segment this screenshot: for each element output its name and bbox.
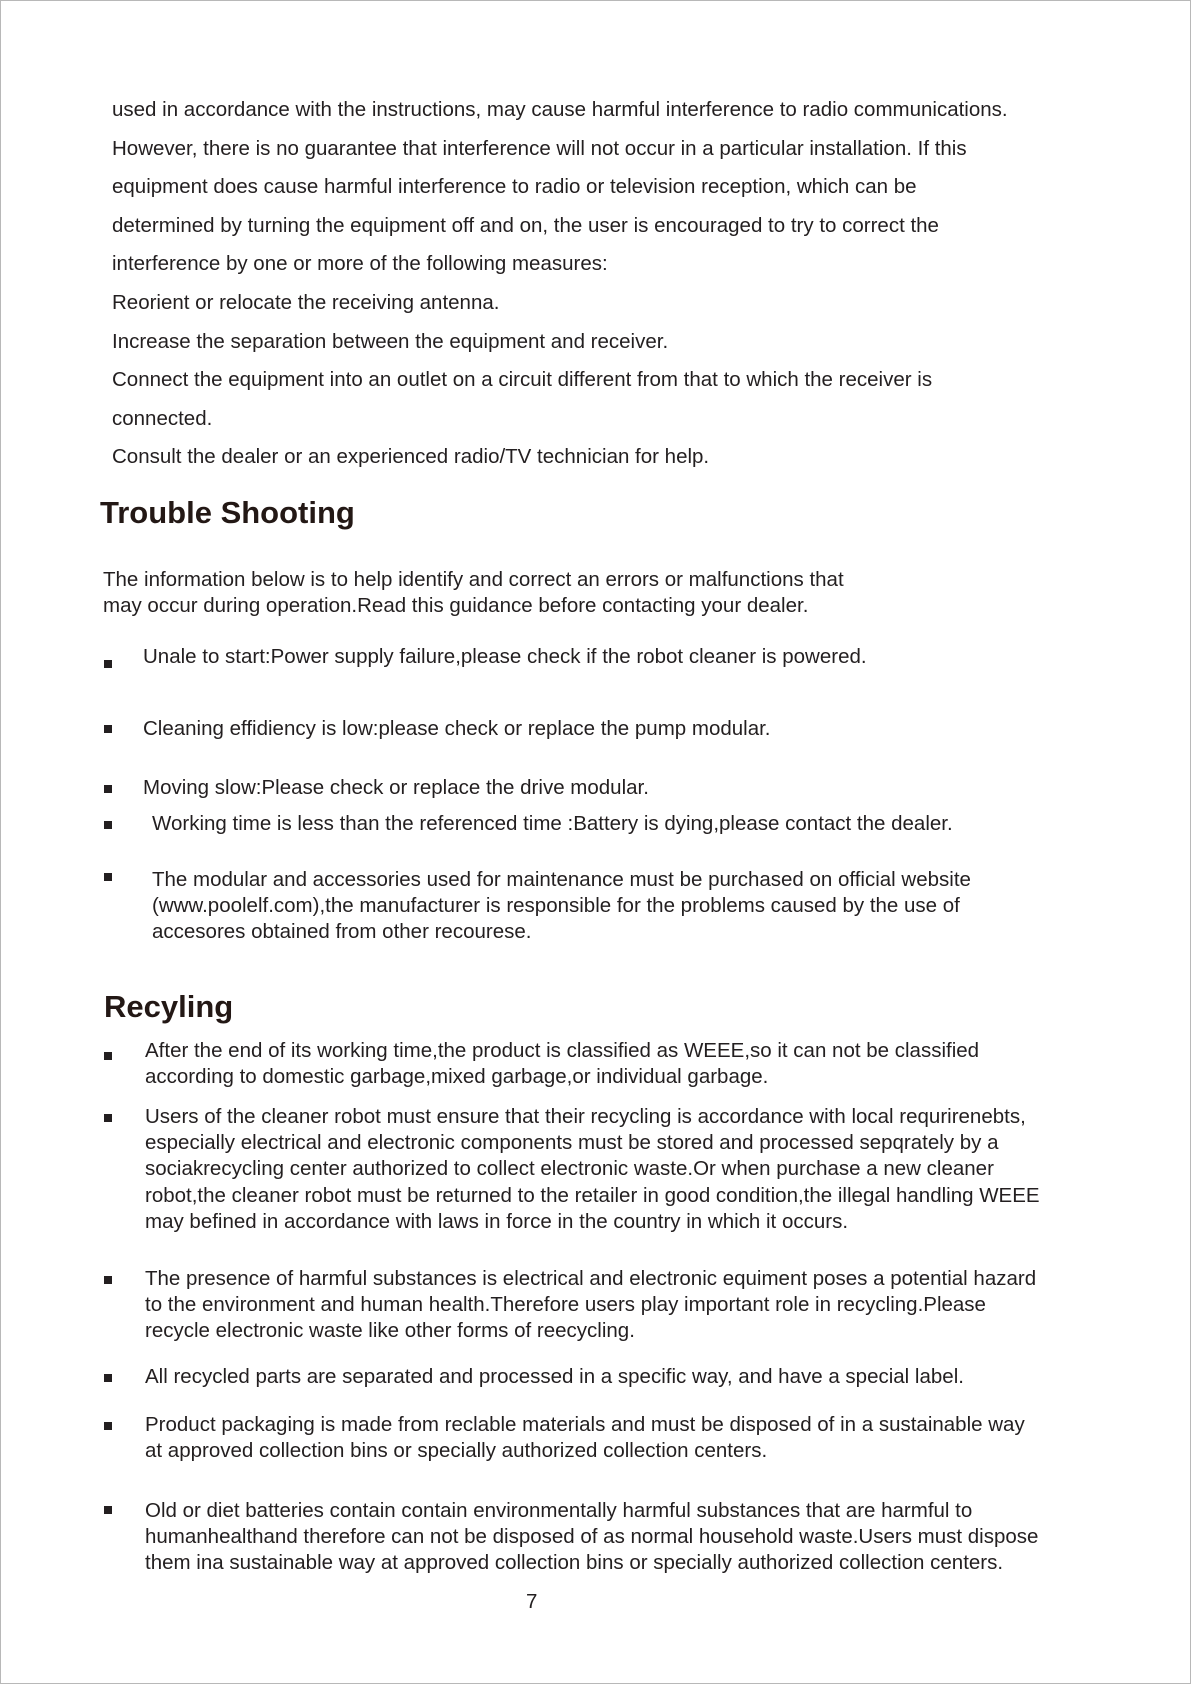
trouble-shooting-intro bbox=[103, 567, 844, 619]
list-item-line: sociakrecycling center authorized to collect electronic waste.Or when purchase a new cleaner bbox=[145, 1157, 994, 1181]
list-item-line: Old or diet batteries contain contain environmentally harmful substances that are harmful to bbox=[145, 1499, 973, 1522]
intro-line: equipment does cause harmful interference to radio or television reception, which can be bbox=[112, 175, 917, 198]
list-item bbox=[152, 811, 953, 837]
intro-line: Connect the equipment into an outlet on a circuit different from that to which the receiver is bbox=[112, 368, 933, 391]
recycling-heading: Recyling bbox=[104, 989, 234, 1024]
list-item-line: at approved collection bins or specially authorized collection centers. bbox=[145, 1439, 768, 1463]
list-item-line: may befined in accordance with laws in force in the country in which it occurs. bbox=[145, 1209, 849, 1233]
list-item bbox=[145, 1104, 1040, 1235]
list-item-line: robot,the cleaner robot must be returned to the retailer in good condition,the illegal handling WEEE bbox=[145, 1183, 1040, 1207]
page-number: 7 bbox=[526, 1590, 538, 1613]
list-item bbox=[143, 644, 867, 670]
list-item-line: Cleaning effidiency is low:please check or replace the pump modular. bbox=[143, 717, 771, 740]
list-item-line: accesores obtained from other recourese. bbox=[152, 920, 532, 944]
bullet-icon bbox=[104, 1422, 112, 1430]
list-item bbox=[143, 775, 649, 801]
trouble-shooting-intro-line: The information below is to help identify and correct an errors or malfunctions that bbox=[103, 568, 844, 591]
list-item-line: (www.poolelf.com),the manufacturer is responsible for the problems caused by the use of bbox=[152, 894, 960, 918]
list-item bbox=[145, 1498, 1038, 1577]
list-item-line: The modular and accessories used for maintenance must be purchased on official website bbox=[152, 868, 971, 891]
list-item-line: Unale to start:Power supply failure,please check if the robot cleaner is powered. bbox=[143, 645, 867, 668]
list-item bbox=[145, 1364, 964, 1390]
list-item-line: recycle electronic waste like other forms of reecycling. bbox=[145, 1319, 635, 1343]
bullet-icon bbox=[104, 1276, 112, 1284]
bullet-icon bbox=[104, 1374, 112, 1382]
intro-line: Reorient or relocate the receiving antenna. bbox=[112, 291, 500, 314]
list-item-line: humanhealthand therefore can not be disposed of as normal household waste.Users must dispose bbox=[145, 1525, 1039, 1549]
intro-line: interference by one or more of the following measures: bbox=[112, 252, 608, 275]
bullet-icon bbox=[104, 821, 112, 829]
bullet-icon bbox=[104, 873, 112, 881]
list-item-line: Working time is less than the referenced time :Battery is dying,please contact the dealer. bbox=[152, 812, 953, 835]
list-item bbox=[152, 867, 971, 946]
list-item bbox=[145, 1266, 1036, 1345]
intro-line: used in accordance with the instructions, may cause harmful interference to radio communications. bbox=[112, 98, 1008, 121]
intro-line: Consult the dealer or an experienced radio/TV technician for help. bbox=[112, 445, 710, 468]
intro-line: However, there is no guarantee that interference will not occur in a particular installation. If this bbox=[112, 137, 967, 160]
bullet-icon bbox=[104, 660, 112, 668]
bullet-icon bbox=[104, 1506, 112, 1514]
list-item-line: Users of the cleaner robot must ensure that their recycling is accordance with local requrirenebts, bbox=[145, 1105, 1026, 1128]
list-item-line: them ina sustainable way at approved collection bins or specially authorized collection centers. bbox=[145, 1551, 1004, 1575]
intro-line: determined by turning the equipment off and on, the user is encouraged to try to correct the bbox=[112, 214, 939, 237]
list-item bbox=[145, 1412, 1025, 1464]
list-item-line: The presence of harmful substances is electrical and electronic equiment poses a potential hazard bbox=[145, 1267, 1037, 1290]
bullet-icon bbox=[104, 785, 112, 793]
list-item-line: All recycled parts are separated and processed in a specific way, and have a special label. bbox=[145, 1365, 964, 1388]
trouble-shooting-heading: Trouble Shooting bbox=[100, 495, 355, 530]
list-item bbox=[145, 1038, 979, 1090]
bullet-icon bbox=[104, 725, 112, 733]
bullet-icon bbox=[104, 1114, 112, 1122]
intro-line: Increase the separation between the equipment and receiver. bbox=[112, 330, 669, 353]
bullet-icon bbox=[104, 1052, 112, 1060]
list-item-line: to the environment and human health.Therefore users play important role in recycling.Please bbox=[145, 1293, 986, 1317]
trouble-shooting-intro-line: may occur during operation.Read this guidance before contacting your dealer. bbox=[103, 594, 809, 618]
list-item-line: especially electrical and electronic components must be stored and processed sepqrately by a bbox=[145, 1131, 999, 1155]
list-item-line: Moving slow:Please check or replace the drive modular. bbox=[143, 776, 649, 799]
list-item-line: Product packaging is made from reclable materials and must be disposed of in a sustainable way bbox=[145, 1413, 1025, 1436]
intro-line: connected. bbox=[112, 407, 213, 430]
list-item bbox=[143, 716, 771, 742]
list-item-line: After the end of its working time,the product is classified as WEEE,so it can not be classified bbox=[145, 1039, 980, 1062]
list-item-line: according to domestic garbage,mixed garbage,or individual garbage. bbox=[145, 1065, 769, 1089]
